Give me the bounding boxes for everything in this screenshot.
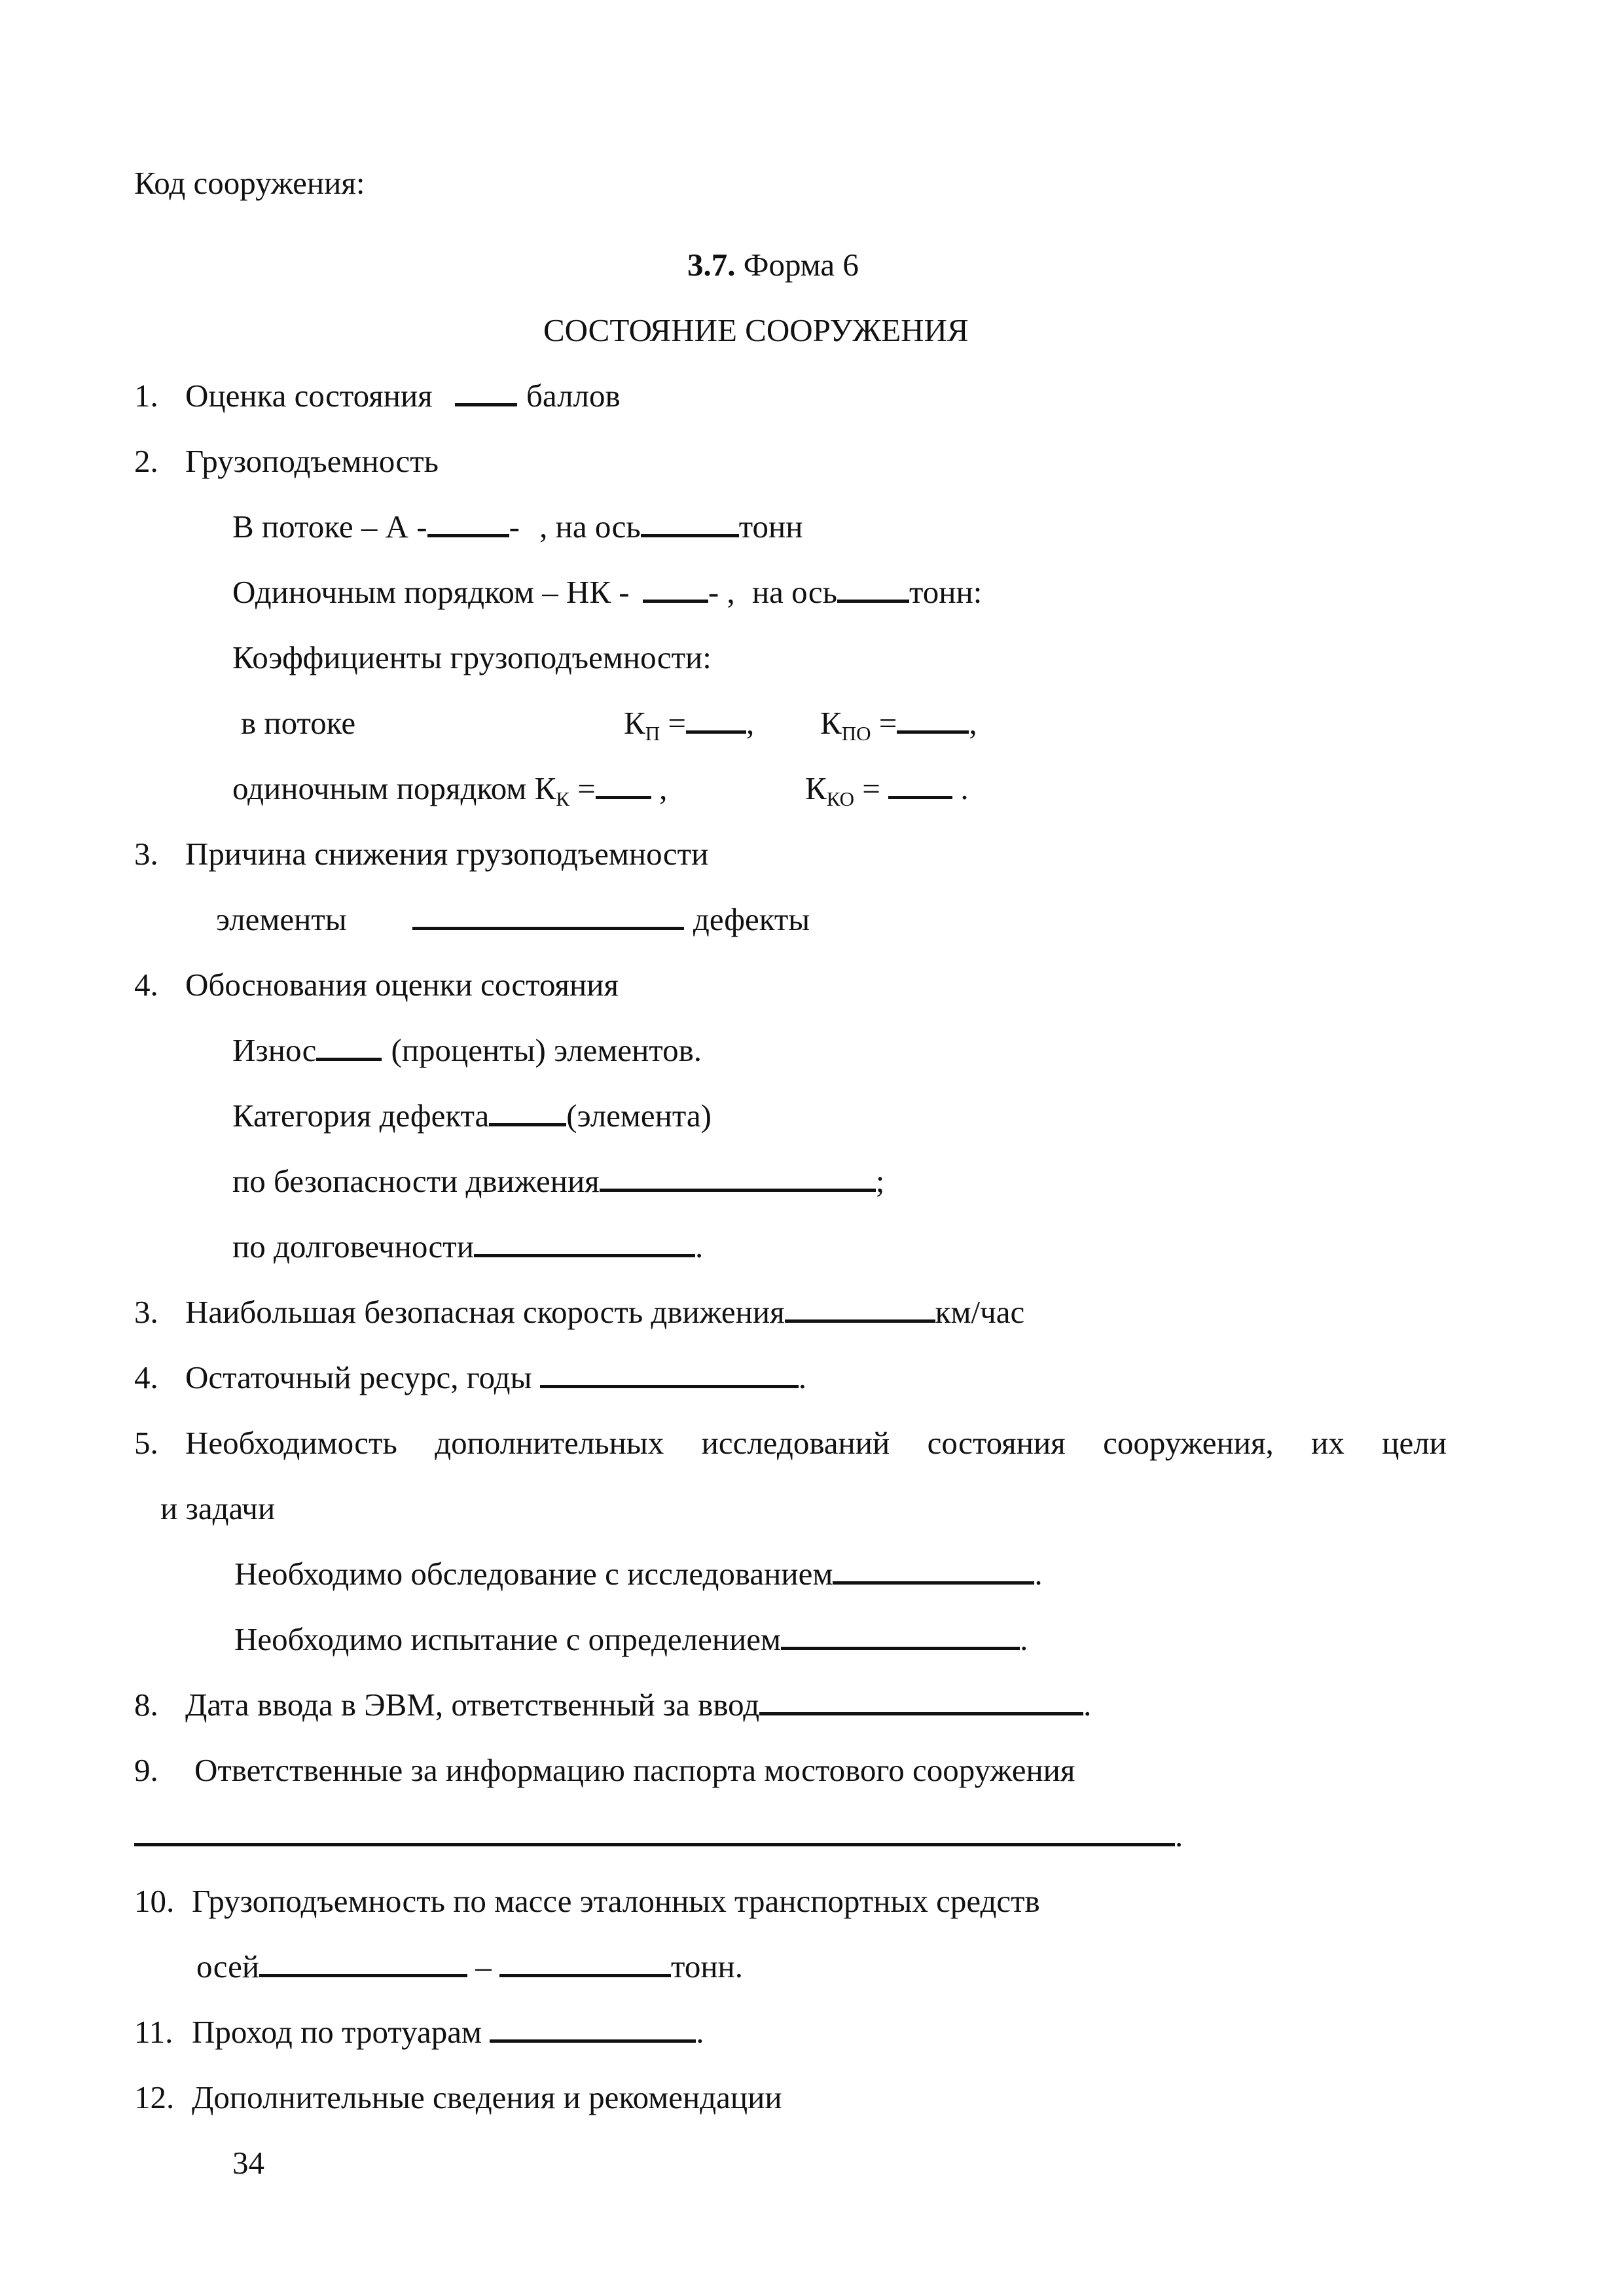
elements-defects-line (216, 900, 810, 939)
item-8: 8. Дата ввода в ЭВМ, ответственный за ввод . (134, 1685, 1091, 1725)
form-name: Форма 6 (735, 247, 859, 283)
elements-label: элементы (216, 901, 347, 937)
item-12 (134, 2078, 782, 2117)
item-8-number: 8. (134, 1687, 158, 1723)
item-3b-label: Наибольшая безопасная скорость движения (185, 1294, 785, 1330)
item-11-number: 11. (134, 2014, 173, 2050)
flow-capacity-line (232, 507, 803, 547)
wear-line (232, 1031, 702, 1070)
safety-label: по безопасности движения (232, 1163, 600, 1199)
item-1-number: 1. (134, 378, 158, 414)
test-label: Необходимо испытание с определением (234, 1621, 782, 1657)
kp-group: $К_П$ = , (624, 705, 755, 745)
structure-code-label: Код сооружения: (134, 165, 365, 201)
safety-field[interactable] (600, 1162, 876, 1192)
item-9-number: 9. (134, 1752, 158, 1788)
flow-axle-label: , на ось (539, 509, 641, 545)
item-1 (134, 376, 621, 416)
item-12-label: Дополнительные сведения и рекомендации (192, 2079, 782, 2115)
wear-field[interactable] (316, 1031, 382, 1061)
durability-field[interactable] (474, 1228, 695, 1257)
defects-label: дефекты (693, 901, 810, 937)
item-3b (134, 1293, 1024, 1332)
flow-class-field[interactable] (427, 508, 509, 537)
category-field[interactable] (489, 1097, 566, 1126)
tons-field[interactable] (499, 1948, 671, 1977)
single-capacity-line (232, 573, 982, 612)
item-4a-label: Обоснования оценки состояния (185, 967, 619, 1003)
single-tons-label: тонн: (909, 574, 983, 610)
category-suffix: (элемента) (566, 1098, 712, 1134)
score-field[interactable] (455, 377, 517, 406)
durability-label: по долговечности (232, 1229, 474, 1265)
data-entry-field[interactable] (759, 1686, 1083, 1715)
item-1-label: Оценка состояния (185, 378, 433, 414)
kko-field[interactable] (888, 770, 952, 799)
safety-line: по безопасности движения ; (232, 1163, 885, 1199)
test-field[interactable] (781, 1621, 1020, 1650)
item-3a-number: 3. (134, 836, 158, 872)
item-9 (134, 1751, 1075, 1790)
responsible-field[interactable] (134, 1817, 1175, 1846)
kk-field[interactable] (596, 770, 651, 799)
kpo-field[interactable] (897, 704, 969, 734)
survey-field[interactable] (833, 1555, 1034, 1585)
item-2-number: 2. (134, 443, 158, 479)
elements-defects-field[interactable] (412, 901, 684, 930)
single-dash: - , (708, 574, 735, 610)
single-order-label: одиночным порядком (232, 770, 535, 806)
tons-label: тонн. (671, 1948, 744, 1984)
item-10 (134, 1882, 1040, 1921)
item-11-label: Проход по тротуарам (192, 2014, 490, 2050)
resource-field[interactable] (540, 1359, 799, 1388)
survey-line: Необходимо обследование с исследованием . (234, 1556, 1043, 1592)
speed-unit: км/час (935, 1294, 1025, 1330)
test-line: Необходимо испытание с определением . (234, 1621, 1028, 1657)
item-5 (134, 1424, 1447, 1463)
item-9-label: Ответственные за информацию паспорта мостового сооружения (194, 1752, 1075, 1788)
form-title (687, 245, 859, 285)
wear-label: Износ (232, 1032, 317, 1068)
durability-line: по долговечности . (232, 1229, 704, 1265)
flow-tons-label: тонн (738, 509, 803, 545)
item-4b-number: 4. (134, 1359, 158, 1395)
survey-label: Необходимо обследование с исследованием (234, 1556, 833, 1592)
single-class-field[interactable] (643, 573, 708, 603)
item-3a-label: Причина снижения грузоподъемности (185, 836, 709, 872)
item-10-label: Грузоподъемность по массе эталонных транспортных средств (192, 1883, 1040, 1919)
responsible-line: . (134, 1816, 1183, 1856)
single-axle-field[interactable] (837, 573, 909, 603)
item-5-number: 5. (134, 1425, 158, 1461)
item-4b: 4. Остаточный ресурс, годы . (134, 1358, 806, 1397)
category-line (232, 1096, 712, 1136)
item-3a (134, 834, 708, 874)
axles-label: осей (196, 1948, 260, 1984)
item-5-continuation: и задачи (160, 1490, 276, 1526)
section-number: 3.7. (687, 247, 736, 283)
page-heading: СОСТОЯНИЕ СООРУЖЕНИЯ (543, 312, 969, 348)
axles-field[interactable] (259, 1948, 467, 1977)
single-coefficients-line: одиночным порядком $К_К$ = , $К_{КО}$ = . (232, 769, 1083, 819)
single-axle-label: на ось (751, 574, 837, 610)
item-2-label: Грузоподъемность (185, 443, 439, 479)
item-4a-number: 4. (134, 967, 158, 1003)
item-2 (134, 442, 439, 481)
flow-dash: - (509, 509, 520, 545)
flow-label: В потоке – А - (232, 509, 427, 545)
axles-line: осей – тонн. (196, 1948, 744, 1984)
coefficients-label: Коэффициенты грузоподъемности: (232, 639, 712, 675)
single-label: Одиночным порядком – НК - (232, 574, 630, 610)
item-10-number: 10. (134, 1883, 175, 1919)
item-12-number: 12. (134, 2079, 175, 2115)
kpo-group: $К_{ПО}$ = , (820, 705, 977, 745)
page-number: 34 (232, 2145, 264, 2181)
wear-suffix: (проценты) элементов. (391, 1032, 702, 1068)
item-8-label: Дата ввода в ЭВМ, ответственный за ввод (185, 1687, 760, 1723)
item-4a (134, 965, 619, 1005)
score-suffix: баллов (526, 378, 621, 414)
item-4b-label: Остаточный ресурс, годы (185, 1359, 540, 1395)
item-11: 11. Проход по тротуарам . (134, 2013, 704, 2052)
sidewalk-field[interactable] (490, 2013, 696, 2043)
speed-field[interactable] (785, 1293, 935, 1323)
item-3b-number: 3. (134, 1294, 158, 1330)
flow-axle-field[interactable] (641, 508, 739, 537)
category-label: Категория дефекта (232, 1098, 490, 1134)
in-flow-label: в потоке (241, 705, 356, 741)
item-5-label: Необходимость дополнительных исследований состояния сооружения, их цели (185, 1425, 1447, 1461)
kko-group: $К_{КО}$ = . (805, 770, 969, 810)
kp-field[interactable] (686, 704, 746, 734)
flow-coefficients-line (241, 704, 1026, 743)
